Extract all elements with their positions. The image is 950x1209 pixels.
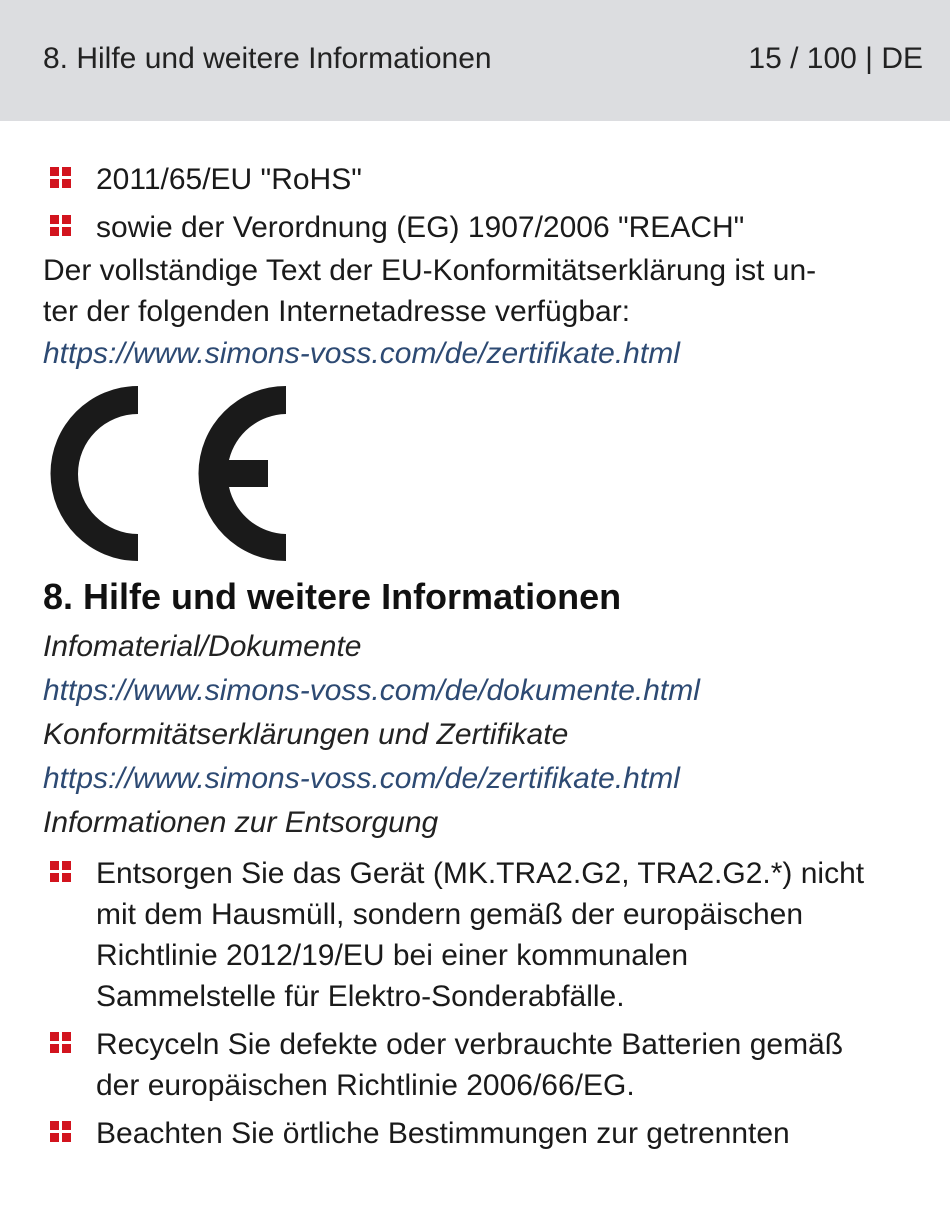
directive-rohs: 2011/65/EU "RoHS" bbox=[96, 163, 362, 196]
bullet-icon bbox=[50, 1032, 71, 1053]
list-item bbox=[43, 207, 910, 248]
list-item: Recyceln Sie defekte oder verbrauchte Batterien gemäß der europäischen Richtlinie 2006/66/EG. bbox=[43, 1024, 910, 1106]
documents-link[interactable]: https://www.simons-voss.com/de/dokumente.html bbox=[43, 674, 700, 707]
ce-mark-icon bbox=[43, 386, 288, 561]
directive-reach: sowie der Verordnung (EG) 1907/2006 "REACH" bbox=[96, 211, 745, 244]
list-item: Entsorgen Sie das Gerät (MK.TRA2.G2, TRA2.G2.*) nicht mit dem Hausmüll, sondern gemäß der europäischen Richtlinie 2012/19/EU bei einer kommunalen Sammelstelle für Elektro-Sonderabfälle. bbox=[43, 853, 910, 1017]
disposal-list bbox=[43, 853, 910, 1154]
list-item bbox=[43, 159, 910, 200]
section-heading: 8. Hilfe und weitere Informationen bbox=[43, 576, 622, 617]
header-section-title: 8. Hilfe und weitere Informationen bbox=[43, 41, 492, 75]
conformity-link[interactable]: https://www.simons-voss.com/de/zertifikate.html bbox=[43, 337, 680, 370]
cert-label: Konformitätserklärungen und Zertifikate bbox=[43, 718, 569, 751]
page-content bbox=[0, 121, 950, 1154]
list-item: Beachten Sie örtliche Bestimmungen zur getrennten bbox=[43, 1113, 910, 1154]
bullet-icon bbox=[50, 1121, 71, 1142]
disposal-label: Informationen zur Entsorgung bbox=[43, 806, 439, 839]
info-label: Infomaterial/Dokumente bbox=[43, 630, 362, 663]
page-header bbox=[0, 0, 950, 121]
bullet-icon bbox=[50, 861, 71, 882]
conformity-text: Der vollständige Text der EU-Konformitätserklärung ist un- ter der folgenden Internetadresse verfügbar: bbox=[43, 254, 817, 328]
certificates-link[interactable]: https://www.simons-voss.com/de/zertifikate.html bbox=[43, 762, 680, 795]
bullet-icon bbox=[50, 215, 71, 236]
header-page-info: 15 / 100 | DE bbox=[748, 41, 923, 75]
bullet-icon bbox=[50, 167, 71, 188]
